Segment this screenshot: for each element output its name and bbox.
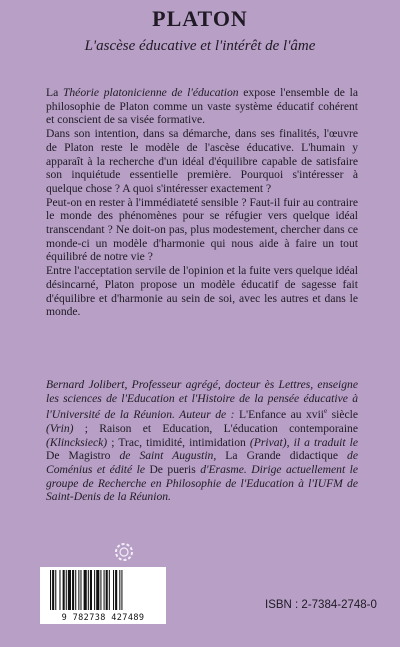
bio-s14: d'Erasme. Dirige actuellement le groupe de Recherche en Philosophie de l'Education à l'IUFM de Saint-Denis de la Réunion.	[46, 463, 359, 504]
author-bio	[46, 378, 358, 504]
blurb-paragraph-4: Entre l'acceptation servile de l'opinion et la fuite vers quelque idéal désincarné, Platon propose un modèle éducatif de sagesse fait d'équilibre et d'harmonie au sein de soi, avec les autres et dans le monde.	[46, 264, 358, 319]
bio-s4: (Vrin)	[46, 421, 74, 435]
author-bio-text	[46, 378, 358, 504]
bio-s3: siècle	[327, 408, 359, 422]
bio-s5: ; Raison et Education, L'éducation contemporaine	[73, 421, 358, 435]
blurb-paragraph-2: Dans son intention, dans sa démarche, dans ses finalités, l'œuvre de Platon reste le modèle de l'ascèse éducative. L'humain y apparaît à la recherche d'un idéal d'équilibre capable de satisfaire son inquiétude essentielle première. Pourquoi s'intéresser à quelque chose ? A quoi s'intéresser exactement ?	[46, 127, 358, 195]
bio-s12: de Coménius et édité le	[46, 449, 358, 477]
bio-s9: De Magistro	[46, 449, 111, 463]
barcode-digits: 9 782738 427489	[61, 613, 145, 623]
blurb-paragraph-1	[46, 86, 358, 127]
bio-s2: L'Enfance au xvii	[238, 408, 325, 422]
publisher-logo-icon	[112, 540, 136, 564]
barcode	[40, 567, 166, 624]
blurb	[46, 86, 358, 319]
blurb-paragraph-3: Peut-on en rester à l'immédiateté sensible ? Faut-il fuir au contraire le monde des phénomènes pour se réfugier vers quelque idéal transcendant ? Ne doit-on pas, plus modestement, chercher dans ce monde-ci un modèle d'harmonie qui nous aide à faire un tout équilibré de notre vie ?	[46, 195, 358, 264]
isbn-label: ISBN : 2-7384-2748-0	[265, 599, 377, 611]
bio-s11: La Grande didactique	[225, 449, 339, 463]
work-title: Théorie platonicienne de l'éducation	[62, 86, 239, 99]
bio-s6: (Klincksieck)	[46, 435, 108, 449]
bio-s13: De pueris	[149, 463, 196, 477]
bio-s10: de Saint Augustin,	[110, 449, 226, 463]
book-subtitle: L'ascèse éducative et l'intérêt de l'âme	[84, 38, 316, 54]
blurb-p1-prefix: La	[46, 86, 63, 99]
blurb-p1-rest: expose l'ensemble de la philosophie de Platon comme un vaste système éducatif cohérent et conscient de sa visée formative.	[46, 86, 358, 127]
bio-s7: ; Trac, timidité, intimidation	[107, 435, 250, 449]
barcode-bars-icon	[40, 567, 166, 613]
bio-s2-sup: e	[324, 407, 328, 416]
book-title: PLATON	[152, 6, 248, 31]
bio-s1: Bernard Jolibert, Professeur agrégé, docteur ès Lettres, enseigne les sciences de l'Education et l'Histoire de la pensée éducative à l'Université de la Réunion. Auteur de :	[46, 378, 358, 422]
bio-s8: (Privat), il a traduit le	[249, 435, 358, 449]
